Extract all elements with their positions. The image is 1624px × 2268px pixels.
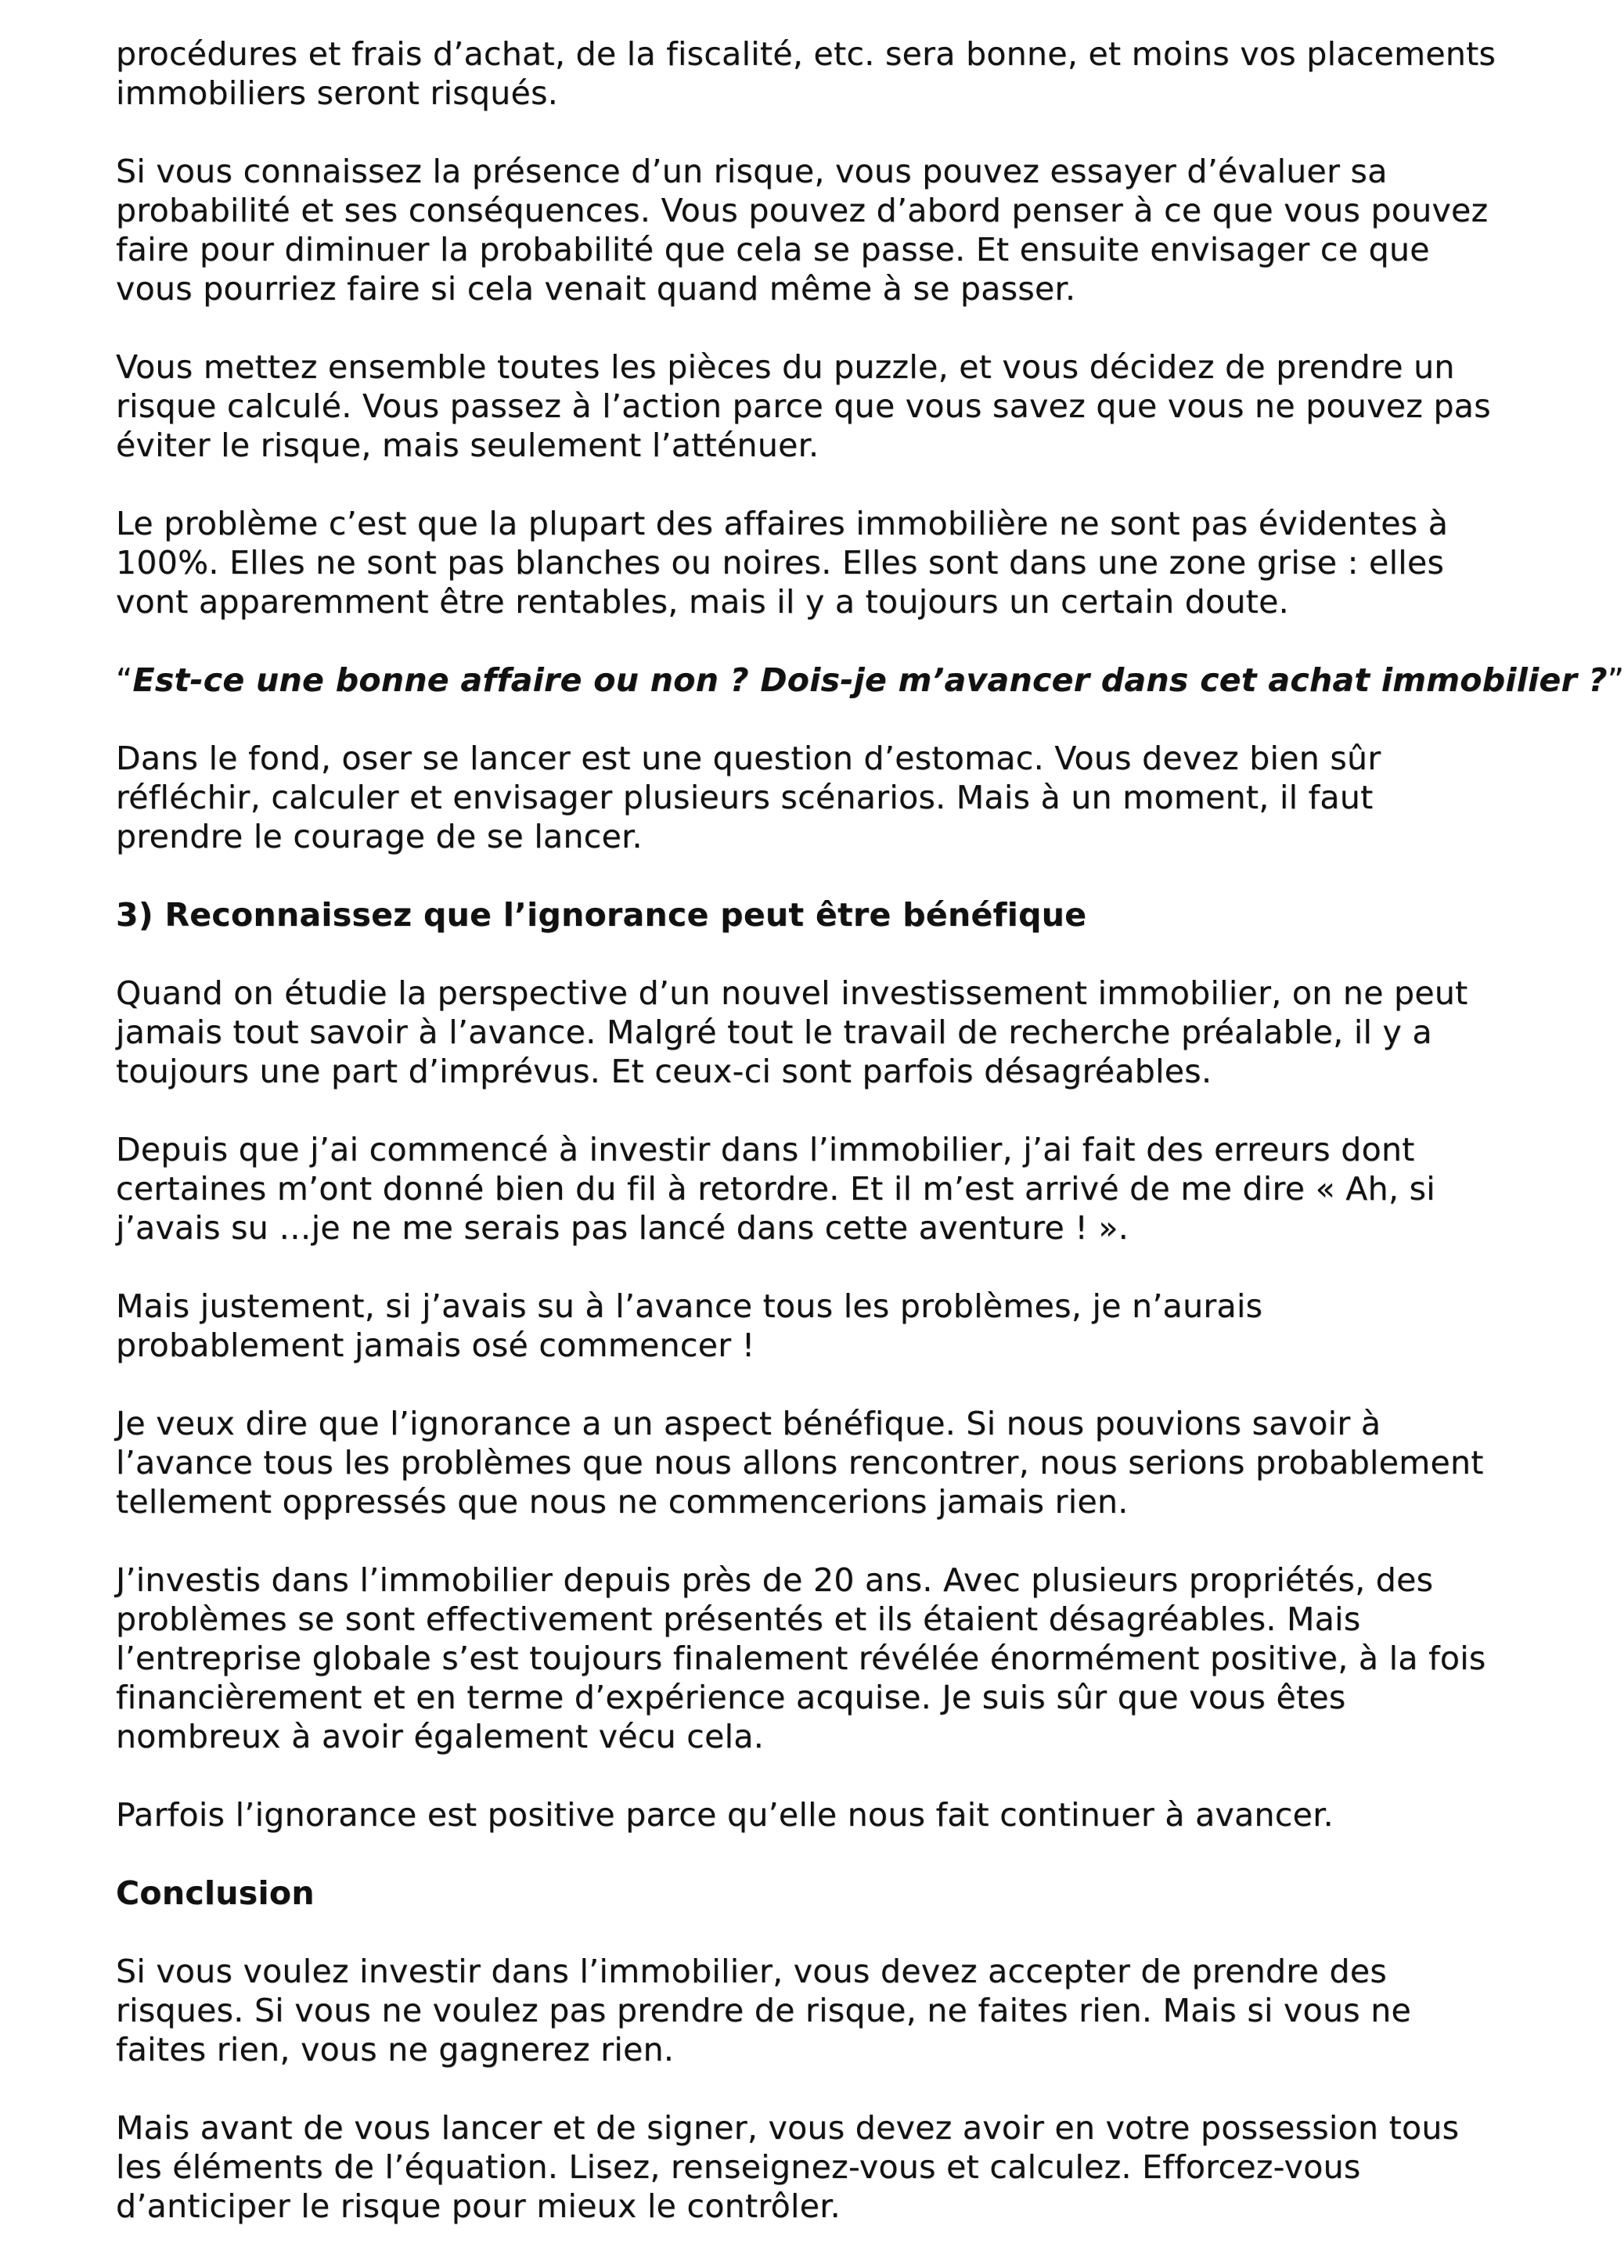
text-line: les éléments de l’équation. Lisez, renseignez-vous et calculez. Efforcez-vous	[116, 2148, 1361, 2186]
text-line: Vous mettez ensemble toutes les pièces du puzzle, et vous décidez de prendre un	[116, 348, 1455, 386]
text-line: faites rien, vous ne gagnerez rien.	[116, 2031, 675, 2068]
paragraph	[116, 1795, 1525, 1834]
text-line: Dans le fond, oser se lancer est une question d’estomac. Vous devez bien sûr	[116, 740, 1381, 777]
text-line: vous pourriez faire si cela venait quand même à se passer.	[116, 270, 1076, 308]
paragraph	[116, 1130, 1525, 1247]
text-line: jamais tout savoir à l’avance. Malgré tout le travail de recherche préalable, il y a	[116, 1013, 1432, 1051]
text-line: Depuis que j’ai commencé à investir dans l’immobilier, j’ai fait des erreurs dont	[116, 1131, 1415, 1168]
text-line: Si vous connaissez la présence d’un risque, vous pouvez essayer d’évaluer sa	[116, 153, 1388, 190]
text-line: certaines m’ont donné bien du fil à retordre. Et il m’est arrivé de me dire « Ah, si	[116, 1170, 1435, 1208]
quote-paragraph	[116, 661, 1624, 700]
text-line: réfléchir, calculer et envisager plusieurs scénarios. Mais à un moment, il faut	[116, 779, 1374, 816]
text-line: financièrement et en terme d’expérience acquise. Je suis sûr que vous êtes	[116, 1679, 1346, 1716]
text-line: j’avais su …je ne me serais pas lancé dans cette aventure ! ».	[116, 1209, 1129, 1247]
text-line: 100%. Elles ne sont pas blanches ou noires. Elles sont dans une zone grise : elles	[116, 544, 1445, 581]
paragraph-group-1	[116, 34, 1525, 621]
paragraph	[116, 347, 1525, 465]
text-line: tellement oppressés que nous ne commencerions jamais rien.	[116, 1483, 1129, 1521]
text-line: procédures et frais d’achat, de la fiscalité, etc. sera bonne, et moins vos placements	[116, 35, 1496, 73]
paragraph	[116, 739, 1525, 856]
text-line: Quand on étudie la perspective d’un nouvel investissement immobilier, on ne peut	[116, 974, 1468, 1012]
text-line: J’investis dans l’immobilier depuis près de 20 ans. Avec plusieurs propriétés, des	[116, 1561, 1434, 1599]
text-line: problèmes se sont effectivement présentés et ils étaient désagréables. Mais	[116, 1600, 1361, 1638]
text-line: Le problème c’est que la plupart des affaires immobilière ne sont pas évidentes à	[116, 505, 1449, 542]
quote-text: Est-ce une bonne affaire ou non ? Dois-je m’avancer dans cet achat immobilier ?	[132, 661, 1608, 699]
text-line: Je veux dire que l’ignorance a un aspect bénéfique. Si nous pouvions savoir à	[116, 1405, 1381, 1442]
text-line: prendre le courage de se lancer.	[116, 818, 643, 855]
text-line: nombreux à avoir également vécu cela.	[116, 1718, 765, 1755]
conclusion-heading: Conclusion	[116, 1874, 315, 1912]
text-line: Mais justement, si j’avais su à l’avance tous les problèmes, je n’aurais	[116, 1287, 1263, 1325]
text-line: Mais avant de vous lancer et de signer, vous devez avoir en votre possession tous	[116, 2109, 1460, 2147]
text-line: risques. Si vous ne voulez pas prendre de risque, ne faites rien. Mais si vous ne	[116, 1992, 1412, 2029]
text-line: risque calculé. Vous passez à l’action parce que vous savez que vous ne pouvez pas	[116, 387, 1491, 425]
text-line: toujours une part d’imprévus. Et ceux-ci sont parfois désagréables.	[116, 1053, 1212, 1090]
paragraph-group-2	[116, 739, 1525, 856]
paragraph	[116, 152, 1525, 308]
paragraph	[116, 1404, 1525, 1521]
text-line: Si vous voulez investir dans l’immobilier, vous devez accepter de prendre des	[116, 1953, 1388, 1990]
paragraph	[116, 2108, 1525, 2226]
text-line: éviter le risque, mais seulement l’atténuer.	[116, 427, 819, 464]
paragraph	[116, 1287, 1525, 1365]
paragraph-group-4	[116, 1952, 1525, 2226]
text-line: Parfois l’ignorance est positive parce qu’elle nous fait continuer à avancer.	[116, 1796, 1334, 1834]
text-line: l’avance tous les problèmes que nous allons rencontrer, nous serions probablement	[116, 1444, 1484, 1481]
text-line: l’entreprise globale s’est toujours finalement révélée énormément positive, à la fois	[116, 1640, 1486, 1677]
paragraph	[116, 504, 1525, 621]
text-line: probabilité et ses conséquences. Vous pouvez d’abord penser à ce que vous pouvez	[116, 192, 1489, 229]
paragraph	[116, 1561, 1525, 1756]
text-line: d’anticiper le risque pour mieux le contrôler.	[116, 2187, 841, 2225]
quote-open: “	[116, 661, 133, 699]
section-heading: 3) Reconnaissez que l’ignorance peut être bénéfique	[116, 896, 1087, 934]
paragraph	[116, 974, 1525, 1091]
quote-close: ”	[1607, 661, 1624, 699]
paragraph-group-3	[116, 974, 1525, 1834]
document-page	[116, 34, 1624, 2265]
paragraph	[116, 34, 1525, 113]
text-line: immobiliers seront risqués.	[116, 74, 559, 112]
paragraph	[116, 1952, 1525, 2069]
text-line: probablement jamais osé commencer !	[116, 1327, 755, 1364]
text-line: faire pour diminuer la probabilité que cela se passe. Et ensuite envisager ce que	[116, 231, 1430, 268]
text-line: vont apparemment être rentables, mais il y a toujours un certain doute.	[116, 583, 1290, 621]
